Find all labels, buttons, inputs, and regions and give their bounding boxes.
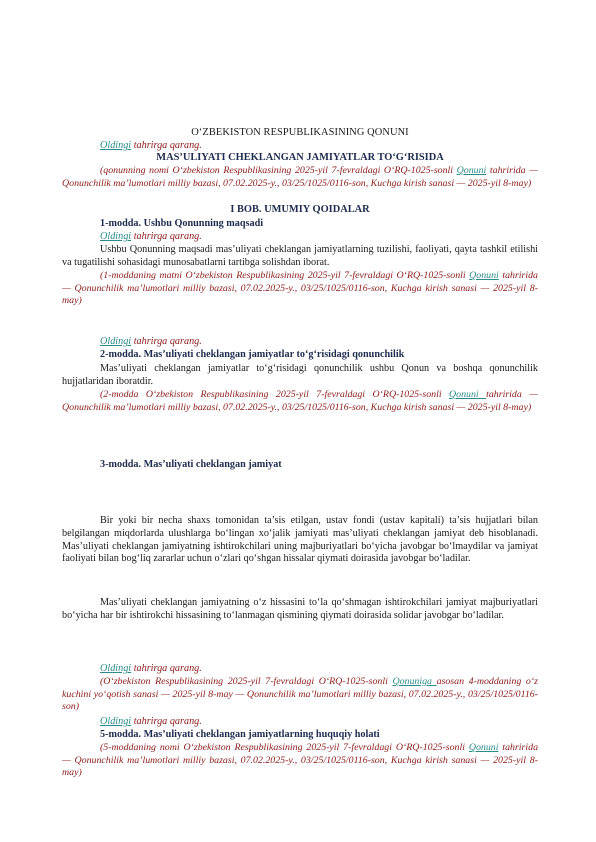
article-5-note: (5-moddaning nomi O‘zbekiston Respublikasining 2025-yil 7-fevraldagi O‘RQ-1025-sonli Qonuni tahririda — Qonunchilik ma’lumotlari milliy bazasi, 07.02.2025-y., 03/25/1025/0116-son, Kuchga kirish sanasi — 2025-yil 8-may) xyxy=(62,742,539,779)
law-name: MAS’ULIYATI CHEKLANGAN JAMIYATLAR TO‘G‘RISIDA xyxy=(156,152,444,163)
article-3-heading: 3-modda. Mas’uliyati cheklangan jamiyat xyxy=(100,459,282,470)
chapter-heading: I BOB. UMUMIY QOIDALAR xyxy=(230,204,370,215)
edition-reference: Oldingi tahrirga qarang. xyxy=(100,716,202,727)
edition-reference: Oldingi tahrirga qarang. xyxy=(100,663,202,674)
article-1-note: (1-moddaning matni O‘zbekiston Respublikasining 2025-yil 7-fevraldagi O‘RQ-1025-sonli Qonuni tahririda — Qonunchilik ma’lumotlari milliy bazasi, 07.02.2025-y., 03/25/1025/0116-son, Kuchga kirish sanasi — 2025-yil 8-may) xyxy=(62,270,538,307)
article-2-note: (2-modda O‘zbekiston Respublikasining 2025-yil 7-fevraldagi O‘RQ-1025-sonli Qonuni tahririda — Qonunchilik ma’lumotlari milliy bazasi, 07.02.2025-y., 03/25/1025/0116-son, Kuchga kirish sanasi — 2025-yil 8-may) xyxy=(62,389,538,413)
law-link[interactable]: Qonuni xyxy=(469,270,499,281)
previous-edition-link[interactable]: Oldingi xyxy=(100,663,132,674)
law-link[interactable]: Qonuni xyxy=(456,165,487,176)
article-2-text: Mas’uliyati cheklangan jamiyatlar to‘g‘risidagi qonunchilik ushbu Qonun va boshqa qonunchilik hujjatlaridan iboratdir. xyxy=(62,363,538,387)
law-title: O‘ZBEKISTON RESPUBLIKASINING QONUNI xyxy=(191,127,409,138)
edition-reference: Oldingi tahrirga qarang. xyxy=(100,140,202,151)
previous-edition-link[interactable]: Oldingi xyxy=(100,140,132,151)
article-4-note: (O‘zbekiston Respublikasining 2025-yil 7-fevraldagi O‘RQ-1025-sonli Qonuniga asosan 4-moddaning o‘z kuchini yo‘qotish sanasi — 2025-yil 8-may — Qonunchilik ma’lumotlari milliy bazasi, 07.02.2025-y., 03/25/1025/0116-son) xyxy=(62,676,538,713)
article-3-paragraph-2: Mas’uliyati cheklangan jamiyatning o‘z hissasini to‘la qo‘shmagan ishtirokchilari jamiyat majburiyatlari bo‘yicha har bir ishtirokchi hissasining to‘lanmagan qismining qiymati doirasida solidar javobgar bo‘ladilar. xyxy=(62,597,538,621)
previous-edition-link[interactable]: Oldingi xyxy=(100,336,132,347)
previous-edition-link[interactable]: Oldingi xyxy=(100,716,132,727)
article-2-heading: 2-modda. Mas’uliyati cheklangan jamiyatlar to‘g‘risidagi qonunchilik xyxy=(100,349,405,360)
article-1-text: Ushbu Qonunning maqsadi mas’uliyati cheklangan jamiyatlarning tuzilishi, faoliyati, qayta tashkil etilishi va tugatilishi sohasidagi munosabatlarni tartibga solishdan iborat. xyxy=(62,244,538,268)
article-5-heading: 5-modda. Mas’uliyati cheklangan jamiyatlarning huquqiy holati xyxy=(100,729,380,740)
law-link[interactable]: Qonuniga xyxy=(392,676,437,687)
article-3-paragraph-1: Bir yoki bir necha shaxs tomonidan ta’sis etilgan, ustav fondi (ustav kapitali) ta’sis hujjatlari bilan belgilangan miqdorlarda ulushlarga bo‘lingan xo‘jalik jamiyati mas’uliyati cheklangan jamiyat deb hisoblanadi. Mas’uliyati cheklangan jamiyatning ishtirokchilari uning majburiyatlari bo‘yicha javobgar bo‘lmaydilar va jamiyat faoliyati bilan bog‘liq zararlar uchun o‘zlari qo‘shgan hissalar qiymati doirasida javobgar bo‘ladilar. xyxy=(62,515,538,565)
law-link[interactable]: Qonuni xyxy=(449,389,487,400)
article-1-heading: 1-modda. Ushbu Qonunning maqsadi xyxy=(100,218,264,229)
edition-reference: Oldingi tahrirga qarang. xyxy=(100,336,202,347)
previous-edition-link[interactable]: Oldingi xyxy=(100,231,132,242)
edition-reference: Oldingi tahrirga qarang. xyxy=(100,231,202,242)
law-link[interactable]: Qonuni xyxy=(468,742,499,753)
law-name-note: (qonunning nomi O‘zbekiston Respublikasining 2025-yil 7-fevraldagi O‘RQ-1025-sonli Qonuni tahririda — Qonunchilik ma’lumotlari milliy bazasi, 07.02.2025-y., 03/25/1025/0116-son, Kuchga kirish sanasi — 2025-yil 8-may) xyxy=(62,165,538,189)
